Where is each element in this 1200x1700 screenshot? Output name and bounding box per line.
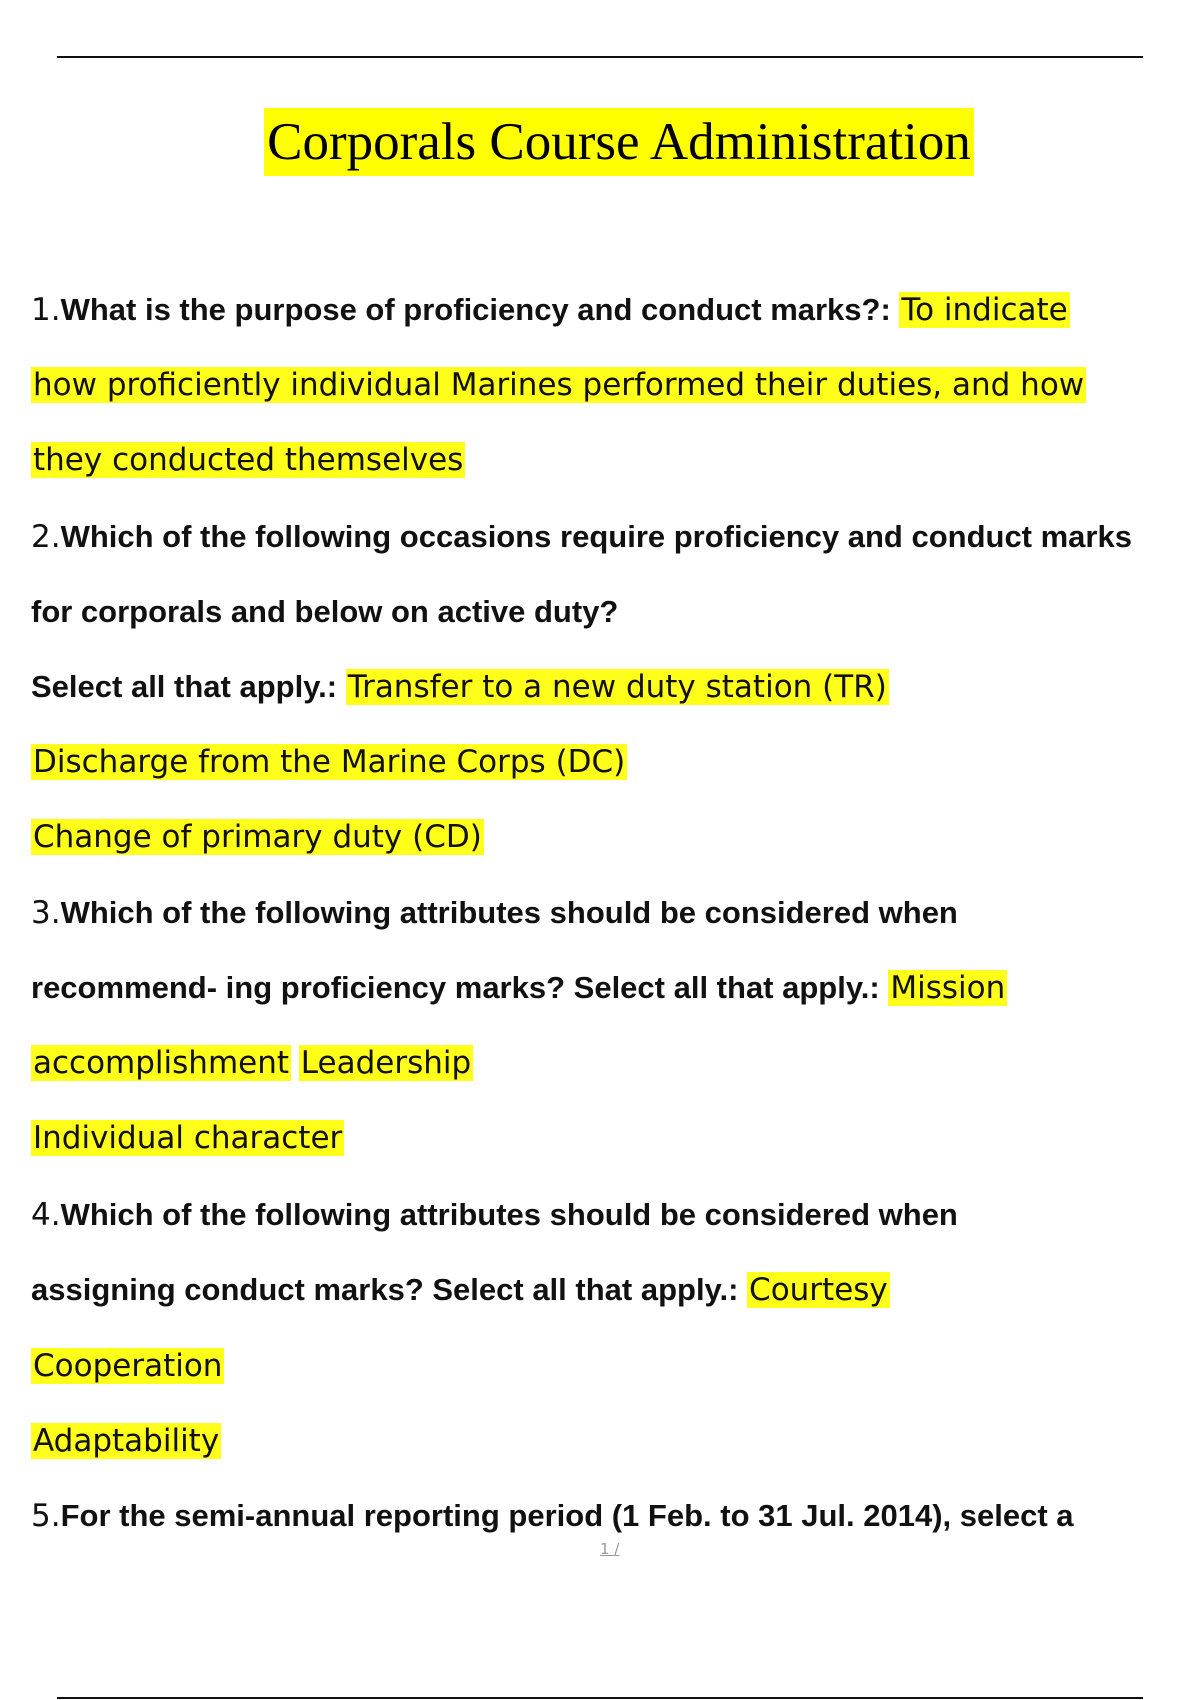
question-3-line-3 bbox=[31, 1043, 473, 1083]
answer-highlight: how proficiently individual Marines performed their duties, and how bbox=[33, 367, 1085, 403]
question-2-answer-2 bbox=[31, 742, 627, 782]
question-3-line-4 bbox=[31, 1118, 344, 1158]
question-text: recommend- ing proficiency marks? Select all that apply.: bbox=[31, 970, 889, 1005]
answer-highlight: Courtesy bbox=[749, 1272, 888, 1308]
question-number: 4. bbox=[31, 1197, 61, 1233]
question-2-line-1 bbox=[31, 517, 1132, 557]
question-text: Which of the following attributes should be considered when bbox=[60, 895, 958, 930]
page-number: 1 / bbox=[600, 1540, 620, 1558]
answer-highlight: To indicate bbox=[901, 292, 1068, 328]
answer-highlight: accomplishment bbox=[33, 1045, 290, 1081]
question-4-answer-3 bbox=[31, 1421, 221, 1461]
question-1-line-1 bbox=[31, 290, 1070, 330]
question-4-answer-2 bbox=[31, 1346, 224, 1386]
question-4-line-2 bbox=[31, 1270, 890, 1310]
question-text: Select all that apply.: bbox=[31, 669, 346, 704]
answer-highlight: Discharge from the Marine Corps (DC) bbox=[33, 744, 626, 780]
bottom-rule bbox=[57, 1697, 1143, 1699]
answer-highlight: Adaptability bbox=[33, 1423, 220, 1459]
question-number: 3. bbox=[31, 895, 61, 931]
question-1-line-2 bbox=[31, 365, 1086, 405]
question-number: 5. bbox=[31, 1498, 61, 1534]
question-2-answer-3 bbox=[31, 817, 484, 857]
title-container bbox=[0, 108, 1200, 176]
question-text: Which of the following attributes should be considered when bbox=[60, 1197, 958, 1232]
question-number: 2. bbox=[31, 519, 61, 555]
question-2-line-2 bbox=[31, 592, 618, 632]
answer-highlight: Transfer to a new duty station (TR) bbox=[347, 669, 887, 705]
question-3-line-2 bbox=[31, 968, 1007, 1008]
top-rule bbox=[57, 56, 1143, 58]
question-4-line-1 bbox=[31, 1195, 958, 1235]
question-text: assigning conduct marks? Select all that apply.: bbox=[31, 1272, 748, 1307]
question-text: What is the purpose of proficiency and conduct marks?: bbox=[60, 292, 900, 327]
question-text: For the semi-annual reporting period (1 Feb. to 31 Jul. 2014), select a bbox=[60, 1498, 1074, 1533]
question-3-line-1 bbox=[31, 893, 958, 933]
question-number: 1. bbox=[31, 292, 61, 328]
answer-highlight: Cooperation bbox=[33, 1348, 223, 1384]
question-1-line-3 bbox=[31, 440, 465, 480]
question-text: for corporals and below on active duty? bbox=[31, 594, 619, 629]
answer-highlight: Leadership bbox=[300, 1045, 472, 1081]
answer-highlight: Change of primary duty (CD) bbox=[33, 819, 482, 855]
question-2-line-3 bbox=[31, 667, 889, 707]
question-text: Which of the following occasions require proficiency and conduct marks bbox=[60, 519, 1132, 554]
answer-highlight: they conducted themselves bbox=[33, 442, 464, 478]
answer-highlight: Individual character bbox=[33, 1120, 343, 1156]
answer-highlight: Mission bbox=[890, 970, 1006, 1006]
question-5-line-1 bbox=[31, 1496, 1074, 1536]
document-title: Corporals Course Administration bbox=[264, 108, 974, 176]
